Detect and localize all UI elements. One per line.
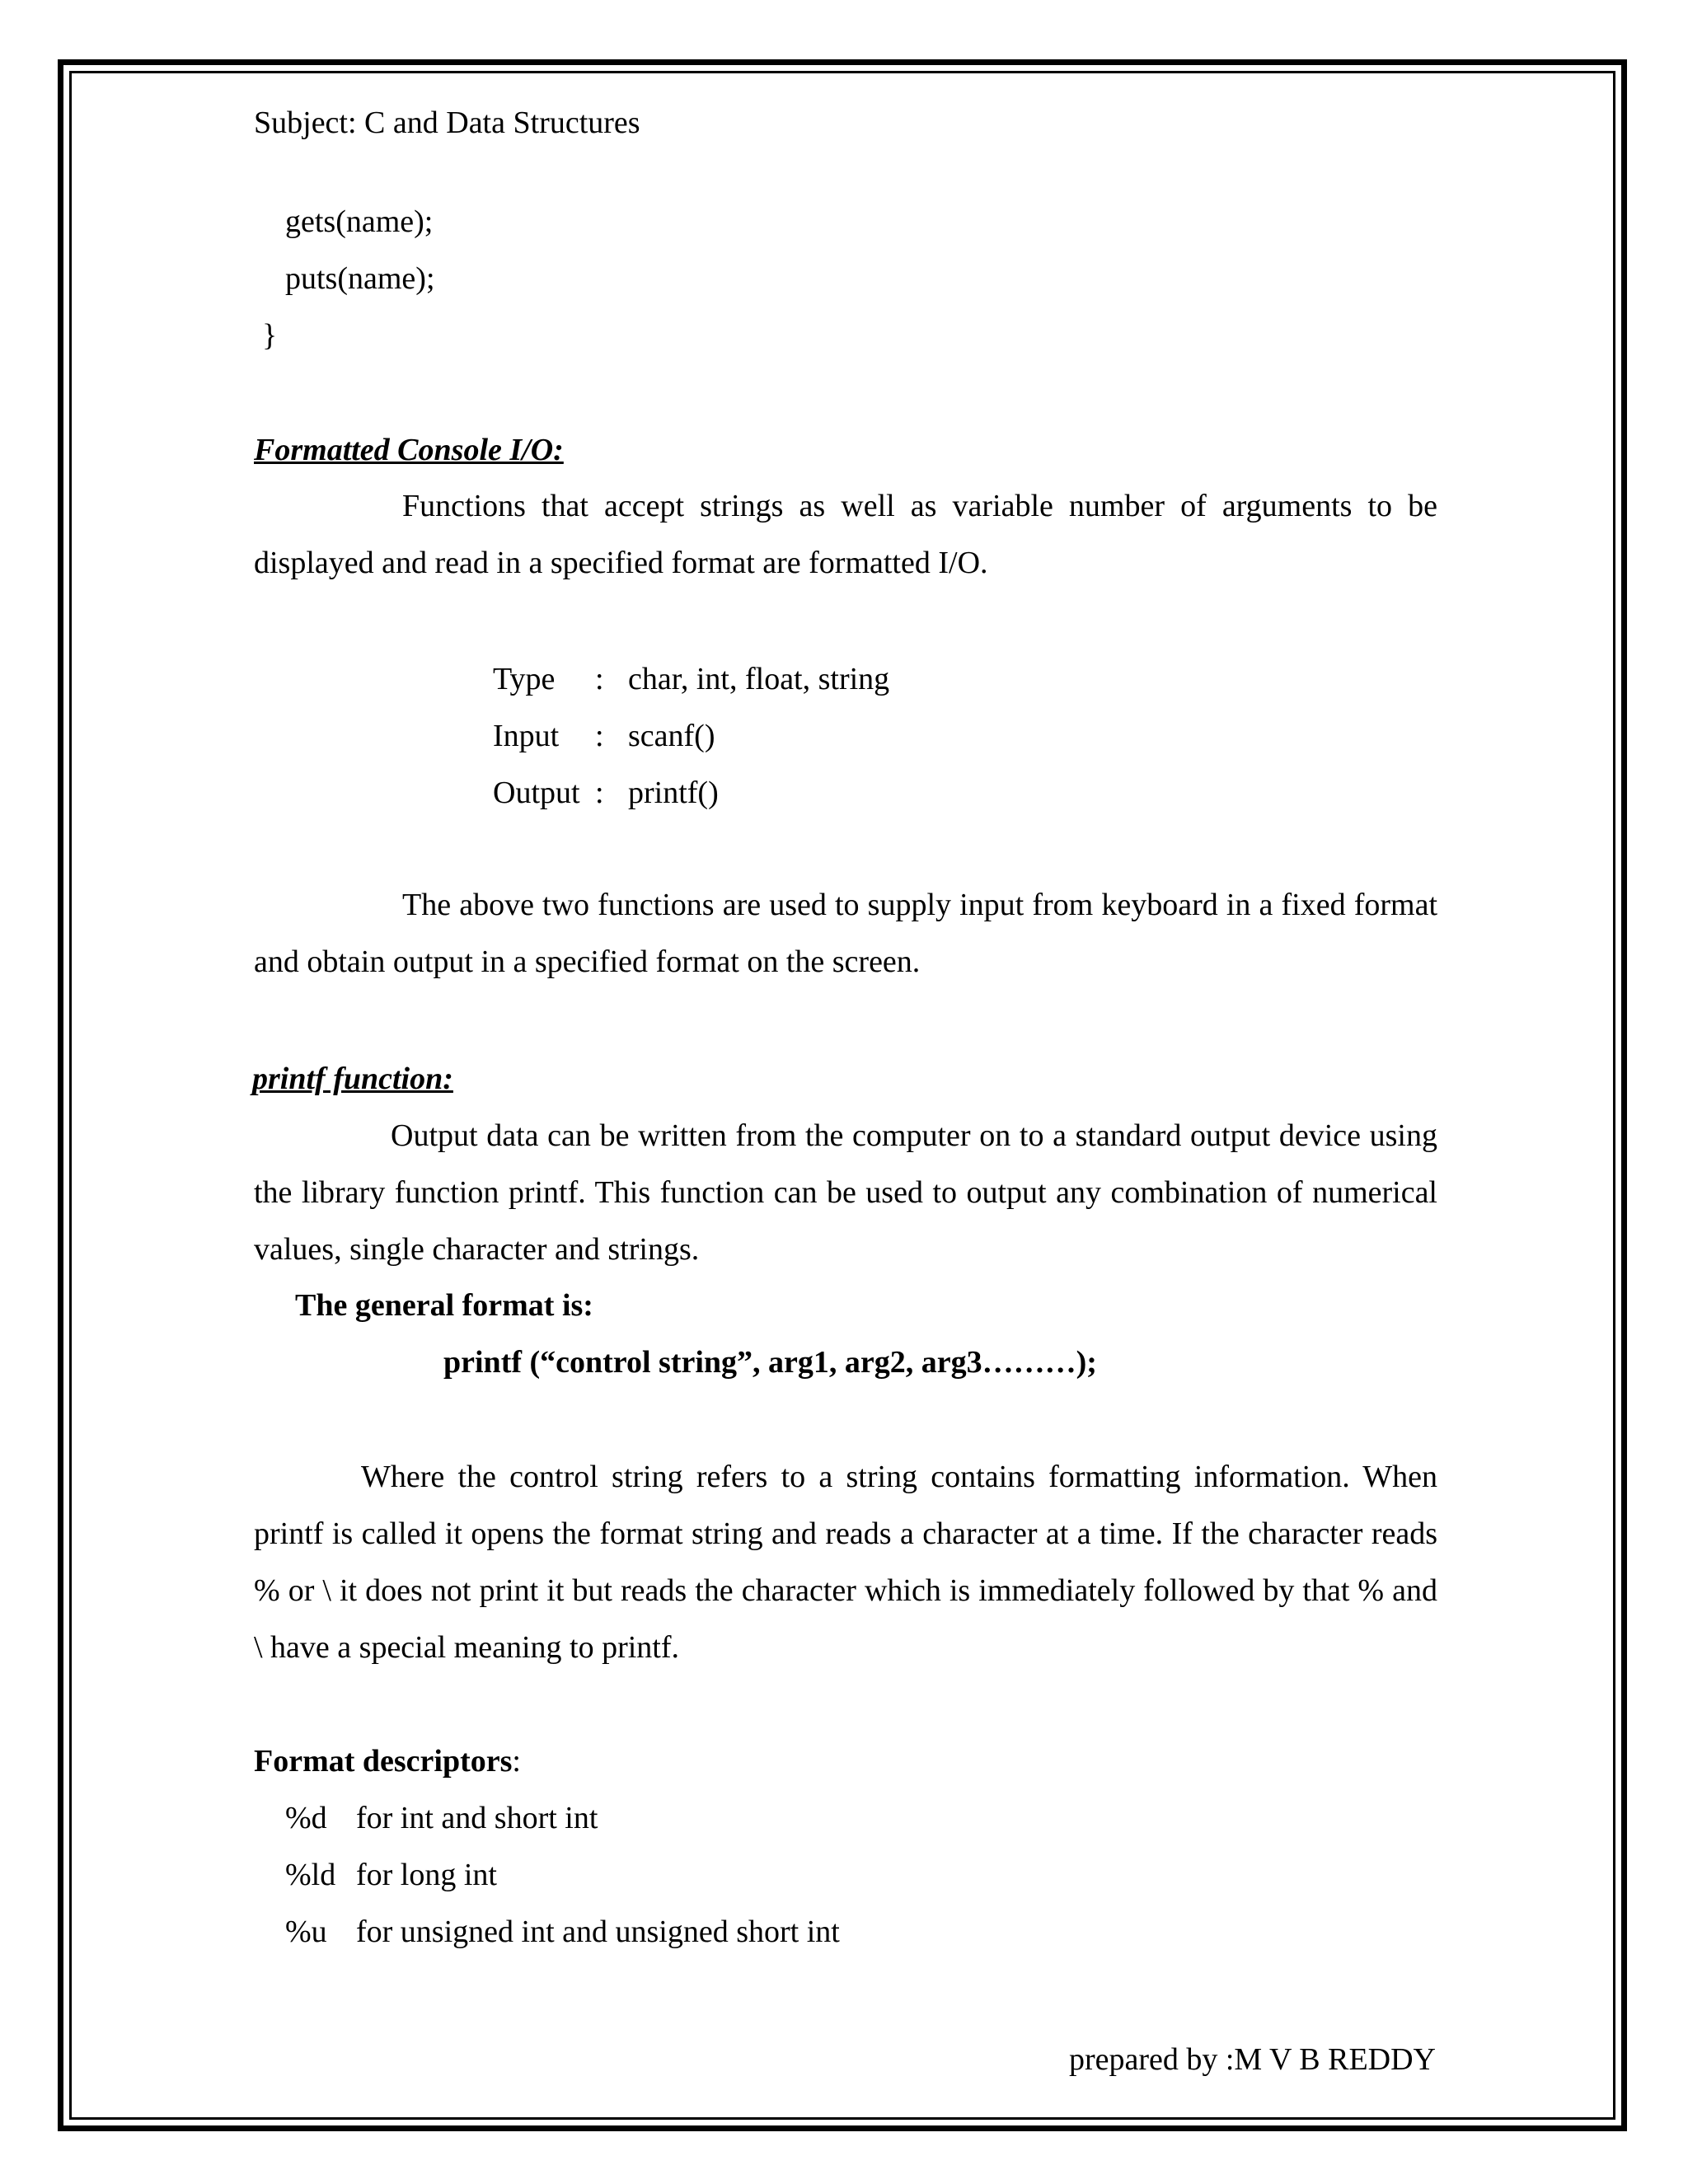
paragraph-above-two-functions: [254, 877, 1437, 991]
paragraph-above-two-functions-text: The above two functions are used to supply input from keyboard in a fixed format and obtain output in a specified format on the screen.: [254, 888, 1437, 979]
format-descriptor-desc: for int and short int: [356, 1801, 598, 1835]
paragraph-formatted-io-text: Functions that accept strings as well as variable number of arguments to be displayed and read in a specified format are formatted I/O.: [254, 489, 1437, 580]
general-format-label: The general format is:: [295, 1288, 593, 1323]
io-table-value: printf(): [628, 776, 719, 810]
paragraph-control-string: [254, 1449, 1437, 1676]
heading-printf-function: printf function:: [252, 1062, 453, 1096]
io-table-colon: :: [595, 662, 604, 696]
io-table-row-input: [493, 720, 715, 752]
code-line-gets: gets(name);: [285, 204, 434, 239]
io-table-colon: :: [595, 776, 604, 810]
footer-prepared-by: prepared by :M V B REDDY: [1068, 2042, 1436, 2077]
format-descriptors-label: Format descriptors: [254, 1744, 513, 1779]
format-descriptor-code: %u: [285, 1915, 327, 1949]
format-descriptor-desc: for long int: [356, 1858, 497, 1892]
heading-formatted-console-io: Formatted Console I/O:: [254, 433, 564, 467]
paragraph-printf-text: Output data can be written from the computer on to a standard output device using the library function printf. This function can be used to output any combination of numerical values, single character and strings.: [254, 1118, 1437, 1267]
code-closing-brace: }: [262, 318, 278, 353]
format-descriptor-code: %ld: [285, 1858, 336, 1892]
format-descriptor-item: [285, 1859, 497, 1891]
code-line-puts: puts(name);: [285, 261, 435, 296]
format-descriptor-code: %d: [285, 1801, 327, 1835]
format-descriptor-item: [285, 1916, 840, 1947]
io-table-row-type: [493, 663, 889, 695]
format-descriptors-colon: :: [512, 1744, 521, 1779]
paragraph-formatted-io: [254, 478, 1437, 592]
io-table-value: scanf(): [628, 719, 715, 753]
io-table-value: char, int, float, string: [628, 662, 890, 696]
general-format-syntax: printf (“control string”, arg1, arg2, arg3………);: [443, 1345, 1097, 1380]
format-descriptor-item: [285, 1802, 598, 1834]
io-table-colon: :: [595, 719, 604, 753]
format-descriptors-heading: [254, 1746, 521, 1777]
io-table-row-output: [493, 777, 719, 808]
io-table-key: Input: [493, 719, 560, 753]
paragraph-printf: [254, 1108, 1437, 1278]
subject-line: Subject: C and Data Structures: [254, 105, 640, 140]
paragraph-control-string-text: Where the control string refers to a string contains formatting information. When printf is called it opens the format string and reads a character at a time. If the character reads % or \ it does not print it but reads the character which is immediately followed by that % and \ have a special meaning to printf.: [254, 1460, 1437, 1665]
io-table-key: Type: [493, 662, 556, 696]
io-table-key: Output: [493, 776, 580, 810]
format-descriptor-desc: for unsigned int and unsigned short int: [356, 1915, 840, 1949]
